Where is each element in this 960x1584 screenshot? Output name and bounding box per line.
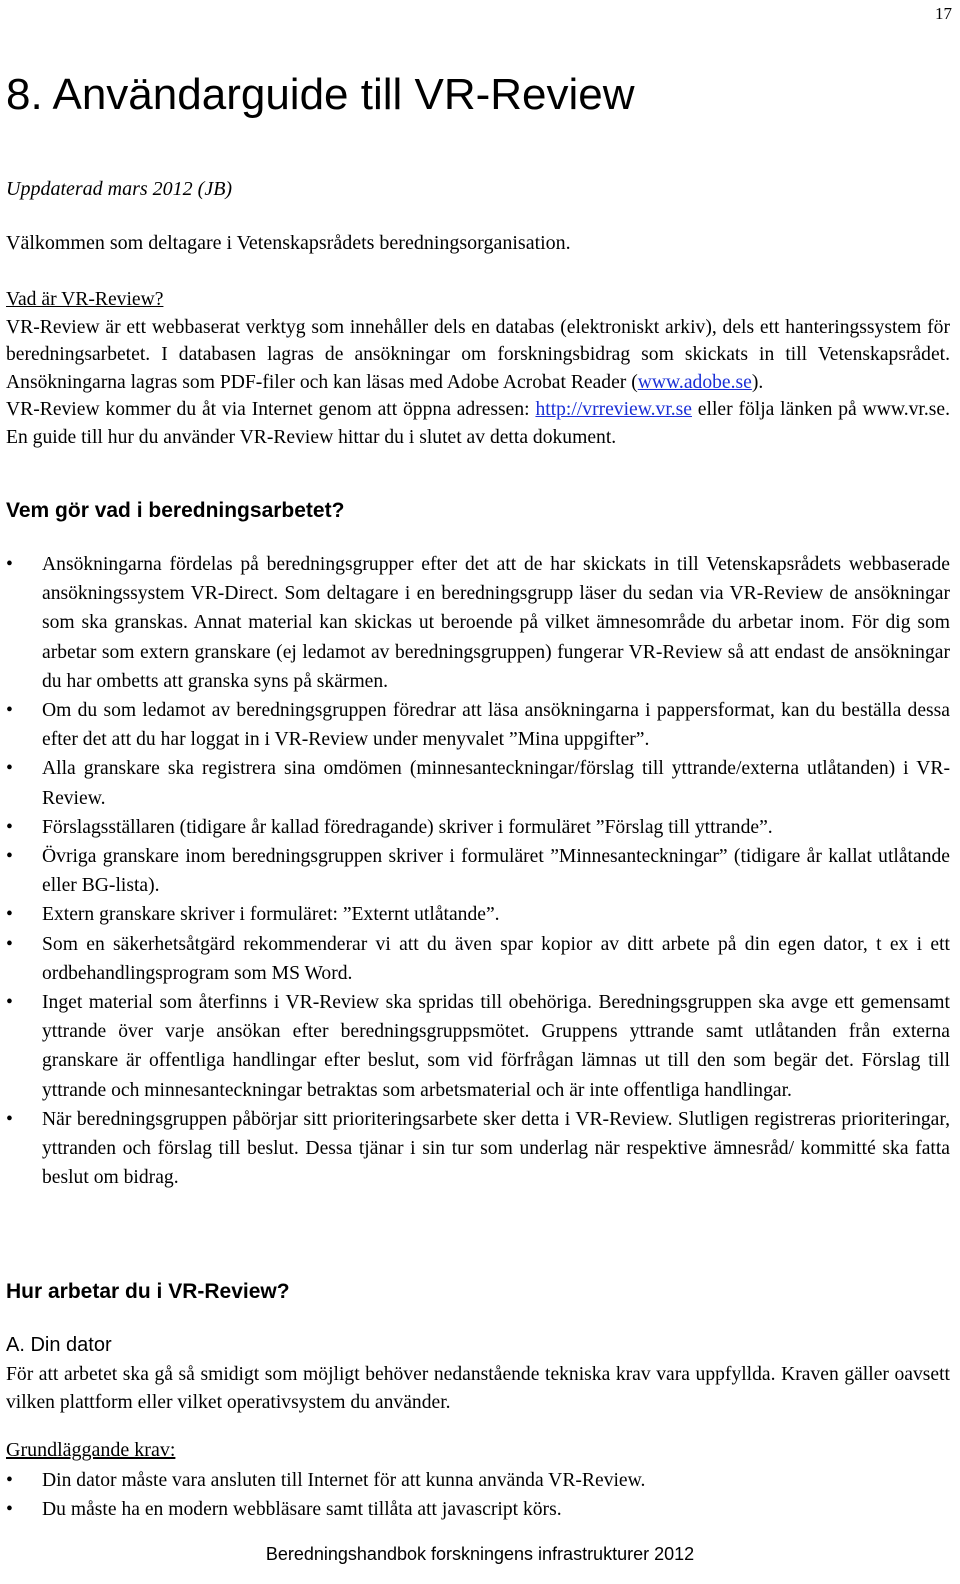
list-item	[6, 550, 950, 696]
list-item-text: När beredningsgruppen påbörjar sitt prioriteringsarbete sker detta i VR-Review. Slutligen registreras prioriteringar, yttranden och förslag till beslut. Dessa tjänar i sin tur som underlag när respektive ämnesråd/ kommitté ska fatta beslut om bidrag.	[42, 1108, 950, 1189]
list-item	[6, 930, 950, 988]
list-item	[6, 813, 950, 842]
bullet-icon: •	[6, 904, 13, 926]
list-item-text: Som en säkerhetsåtgärd rekommenderar vi att du även spar kopior av ditt arbete på din egen dator, t ex i ett ordbehandlingsprogram som MS Word.	[42, 933, 950, 984]
intro-paragraph	[6, 286, 950, 451]
welcome-text: Välkommen som deltagare i Vetenskapsrådets beredningsorganisation.	[6, 232, 571, 254]
intro-text-1: VR-Review är ett webbaserat verktyg som innehåller dels en databas (elektroniskt arkiv), dels ett hanteringssystem för beredningsarbetet. I databasen lagras de ansökningar om forskningsbidrag som skickats in till Vetenskapsrådet. Ansökningarna lagras som PDF-filer och kan läsas med Adobe Acrobat Reader (	[6, 316, 950, 393]
intro-text-2-end: eller följa länken på www.vr.se. En guide till hur du använder VR-Review hittar du i slutet av detta dokument.	[6, 399, 950, 448]
list-item-text: Alla granskare ska registrera sina omdömen (minnesanteckningar/förslag till yttrande/externa utlåtanden) i VR-Review.	[42, 758, 950, 809]
vrreview-link[interactable]: http://vrreview.vr.se	[535, 399, 692, 420]
list-item-text: Övriga granskare inom beredningsgruppen skriver i formuläret ”Minnesanteckningar” (tidigare år kallat utlåtande eller BG-lista).	[42, 846, 950, 897]
updated-note: Uppdaterad mars 2012 (JB)	[6, 178, 233, 200]
intro-text-2: VR-Review kommer du åt via Internet genom att öppna adressen:	[6, 399, 536, 420]
how-heading: Hur arbetar du i VR-Review?	[6, 1280, 290, 1303]
bullet-icon: •	[6, 1499, 13, 1521]
adobe-link[interactable]: www.adobe.se	[637, 371, 752, 393]
list-item	[6, 1495, 950, 1524]
bullet-icon: •	[6, 554, 13, 575]
list-item	[6, 842, 950, 900]
bullet-icon: •	[6, 992, 13, 1014]
list-item	[6, 988, 950, 1105]
bullet-icon: •	[6, 700, 13, 722]
bullet-icon: •	[6, 933, 13, 955]
bullet-icon: •	[6, 1470, 13, 1491]
list-item	[6, 696, 950, 754]
bullet-icon: •	[6, 758, 13, 780]
intro-text-1-end: ).	[751, 371, 764, 393]
list-item	[6, 1466, 950, 1495]
computer-heading: A. Din dator	[6, 1334, 112, 1356]
intro-heading: Vad är VR-Review?	[6, 289, 164, 310]
list-item-text: Extern granskare skriver i formuläret: ”Externt utlåtande”.	[42, 904, 500, 926]
computer-text: För att arbetet ska gå så smidigt som möjligt behöver nedanstående tekniska krav vara uppfyllda. Kraven gäller oavsett vilken plattform eller vilket operativsystem du använder.	[6, 1364, 950, 1413]
list-item	[6, 1105, 950, 1193]
list-item-text: Din dator måste vara ansluten till Internet för att kunna använda VR-Review.	[42, 1470, 646, 1491]
requirements-list	[6, 1466, 950, 1524]
bullet-icon: •	[6, 1108, 13, 1130]
page-footer: Beredningshandbok forskningens infrastrukturer 2012	[265, 1544, 695, 1564]
who-heading: Vem gör vad i beredningsarbetet?	[6, 499, 345, 522]
requirements-heading: Grundläggande krav:	[6, 1439, 176, 1461]
list-item-text: Om du som ledamot av beredningsgruppen föredrar att läsa ansökningarna i pappersformat, kan du beställa dessa efter det att du har loggat in i VR-Review under menyvalet ”Mina uppgifter”.	[42, 700, 950, 751]
list-item-text: Inget material som återfinns i VR-Review ska spridas till obehöriga. Beredningsgruppen ska avge ett gemensamt yttrande över varje ansökan efter beredningsgruppsmötet. Gruppens yttrande samt utlåtanden från externa granskare är offentliga handlingar efter beslut, som vid förfrågan lämnas ut till den som begär det. Förslag till yttrande och minnesanteckningar betraktas som arbetsmaterial och är inte offentliga handlingar.	[42, 992, 950, 1101]
list-item-text: Ansökningarna fördelas på beredningsgrupper efter det att de har skickats in till Vetenskapsrådets webbaserade ansökningssystem VR-Direct. Som deltagare i en beredningsgrupp läser du sedan via VR-Review de ansökningar som ska granskas. Annat material kan skickas ut beroende på vilket ämnesområde du arbetar inom. För dig som arbetar som extern granskare (ej ledamot av beredningsgruppen) fungerar VR-Review så att endast de ansökningar du har ombetts att granska syns på skärmen.	[42, 554, 950, 692]
who-list	[6, 550, 950, 1192]
list-item	[6, 900, 950, 929]
bullet-icon: •	[6, 816, 13, 838]
page-number: 17	[935, 4, 952, 23]
list-item-text: Du måste ha en modern webbläsare samt tillåta att javascript körs.	[42, 1499, 562, 1521]
list-item-text: Förslagsställaren (tidigare år kallad föredragande) skriver i formuläret ”Förslag till yttrande”.	[42, 816, 773, 838]
bullet-icon: •	[6, 846, 13, 868]
chapter-title: 8. Användarguide till VR-Review	[6, 70, 635, 119]
list-item	[6, 754, 950, 812]
